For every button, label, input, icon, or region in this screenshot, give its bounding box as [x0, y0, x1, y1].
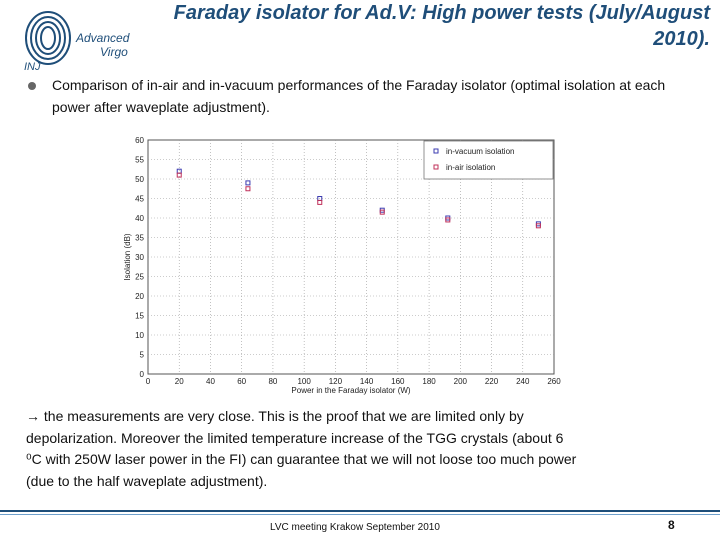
isolation-chart [118, 132, 561, 395]
conclusion-line4: (due to the half waveplate adjustment). [26, 472, 268, 489]
page-number: 8 [668, 518, 675, 532]
y-tick-label: 60 [135, 136, 144, 145]
slide-title [150, 0, 710, 52]
legend-label: in-air isolation [446, 163, 496, 172]
x-tick-label: 260 [547, 377, 561, 386]
x-tick-label: 20 [174, 377, 184, 386]
footer-text: LVC meeting Krakow September 2010 [270, 522, 440, 533]
logo-text-virgo: Virgo [100, 45, 128, 59]
x-tick-label: 140 [359, 377, 374, 386]
x-tick-label: 80 [268, 377, 278, 386]
slide-title-line2: 2010). [653, 28, 710, 50]
x-tick-label: 160 [391, 377, 405, 386]
x-tick-label: 200 [453, 377, 467, 386]
conclusion-line1: → the measurements are very close. This is the proof that we are limited only by [26, 408, 524, 424]
legend-label: in-vacuum isolation [446, 147, 515, 156]
x-axis-label: Power in the Faraday isolator (W) [291, 386, 411, 395]
y-tick-label: 35 [135, 233, 144, 243]
x-tick-label: 60 [237, 377, 247, 386]
conclusion-line2: depolarization. Moreover the limited temperature increase of the TGG crystals (about 6 [26, 429, 564, 446]
y-tick-label: 0 [139, 370, 144, 379]
y-tick-label: 30 [135, 253, 144, 262]
x-tick-label: 180 [422, 377, 436, 386]
slide-title-line1: Faraday isolator for Ad.V: High power tests (July/August [173, 2, 710, 24]
logo-text-advanced: Advanced [76, 31, 130, 45]
y-tick-label: 5 [139, 350, 144, 360]
x-tick-label: 0 [145, 377, 151, 386]
y-tick-label: 45 [135, 194, 144, 204]
x-tick-label: 120 [328, 377, 343, 386]
logo-badge-inj: INJ [24, 61, 41, 73]
y-tick-label: 50 [135, 175, 144, 184]
y-tick-label: 20 [135, 292, 144, 301]
y-tick-label: 25 [135, 272, 144, 282]
y-tick-label: 15 [135, 311, 144, 321]
y-tick-label: 55 [135, 155, 144, 165]
footer-divider-thin [0, 514, 720, 515]
advanced-virgo-logo [18, 4, 134, 76]
conclusion-text [26, 406, 696, 492]
y-tick-label: 40 [135, 214, 144, 223]
y-axis-label: Isolation (dB) [123, 233, 132, 281]
x-tick-label: 240 [516, 377, 530, 386]
bullet-text: Comparison of in-air and in-vacuum performances of the Faraday isolator (optimal isolation at each power after waveplate adjustment). [52, 77, 666, 115]
bullet-icon [28, 82, 36, 90]
x-tick-label: 220 [484, 377, 499, 386]
y-tick-label: 10 [135, 331, 144, 340]
conclusion-line3: ⁰C with 250W laser power in the FI) can guarantee that we will not loose too much power [26, 451, 577, 467]
footer-divider [0, 510, 720, 512]
x-tick-label: 40 [206, 377, 215, 386]
x-tick-label: 100 [297, 377, 311, 386]
